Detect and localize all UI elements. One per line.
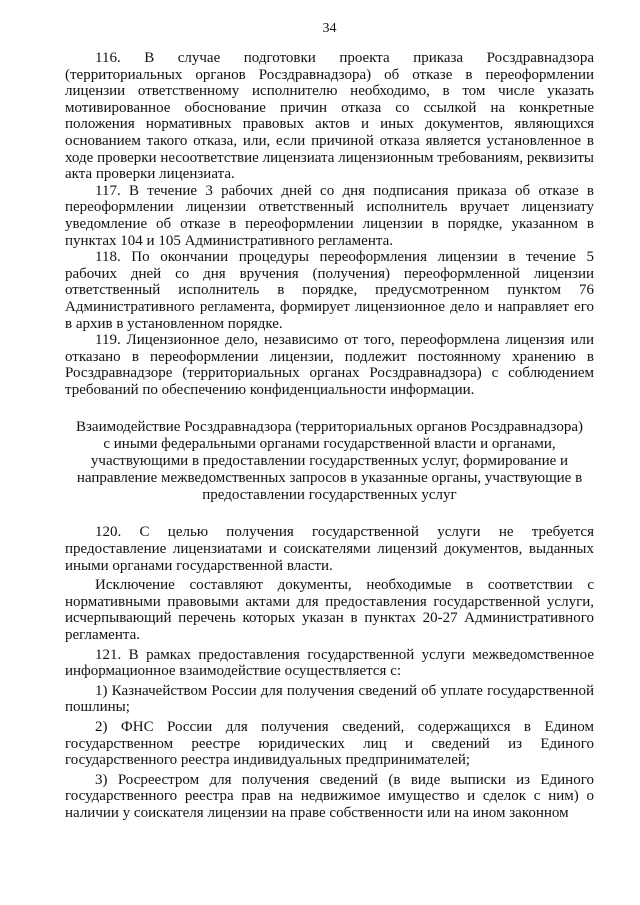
spacer xyxy=(65,398,594,419)
paragraph-exception: Исключение составляют документы, необходимые в соответствии с нормативными правовыми актами для предоставления государственной услуги, исчерпывающий перечень которых указан в пунктах 20-27 Административного регламента. xyxy=(65,577,594,644)
list-item-3: 3) Росреестром для получения сведений (в виде выписки из Единого государственного реестра прав на недвижимое имущество и сделок с ним) о наличии у соискателя лицензии на праве собственности или на ином законном xyxy=(65,771,594,821)
paragraph-116: 116. В случае подготовки проекта приказа Росздравнадзора (территориальных органов Росздравнадзора) об отказе в переоформлении лицензии ответственному исполнителю необходимо, в том числе указать мотивированное обоснование причин отказа со ссылкой на конкретные положения нормативных правовых актов и иных документов, являющихся основанием такого отказа, или, если причиной отказа является установленное в ходе проверки несоответствие лицензиата лицензионным требованиям, реквизиты акта проверки лицензиата. xyxy=(65,50,594,183)
paragraph-121: 121. В рамках предоставления государственной услуги межведомственное информационное взаимодействие осуществляется с: xyxy=(65,646,594,680)
page-number: 34 xyxy=(322,21,337,36)
paragraph-118: 118. По окончании процедуры переоформления лицензии в течение 5 рабочих дней со дня вручения (получения) переоформленной лицензии ответственный исполнитель в порядке, предусмотренном пунктом 76 Административного регламента, формирует лицензионное дело и направляет его в архив в установленном порядке. xyxy=(65,249,594,332)
spacer xyxy=(65,503,594,524)
list-item-2: 2) ФНС России для получения сведений, содержащихся в Едином государственном реестре юридических лиц и сведений из Единого государственного реестра индивидуальных предпринимателей; xyxy=(65,718,594,769)
paragraph-120: 120. С целью получения государственной услуги не требуется предоставление лицензиатами и соискателями лицензий документов, выданных иными органами государственной власти. xyxy=(65,524,594,574)
paragraph-119: 119. Лицензионное дело, независимо от того, переоформлена лицензия или отказано в переоформлении лицензии, подлежит постоянному хранению в Росздравнадзоре (территориальных органах Росздравнадзора) с соблюдением требований по обеспечению конфиденциальности информации. xyxy=(65,332,594,398)
section-heading: Взаимодействие Росздравнадзора (территориальных органов Росздравнадзора) с иными федеральными органами государственной власти и органами, участвующими в предоставлении государственных услуг, формирование и направление межведомственных запросов в указанные органы, участвующие в предоставлении государственных услуг xyxy=(75,419,584,503)
list-item-1: 1) Казначейством России для получения сведений об уплате государственной пошлины; xyxy=(65,682,594,716)
paragraph-117: 117. В течение 3 рабочих дней со дня подписания приказа об отказе в переоформлении лицензии ответственный исполнитель вручает лицензиату уведомление об отказе в переоформлении лицензии в порядке, указанном в пунктах 104 и 105 Административного регламента. xyxy=(65,182,594,249)
